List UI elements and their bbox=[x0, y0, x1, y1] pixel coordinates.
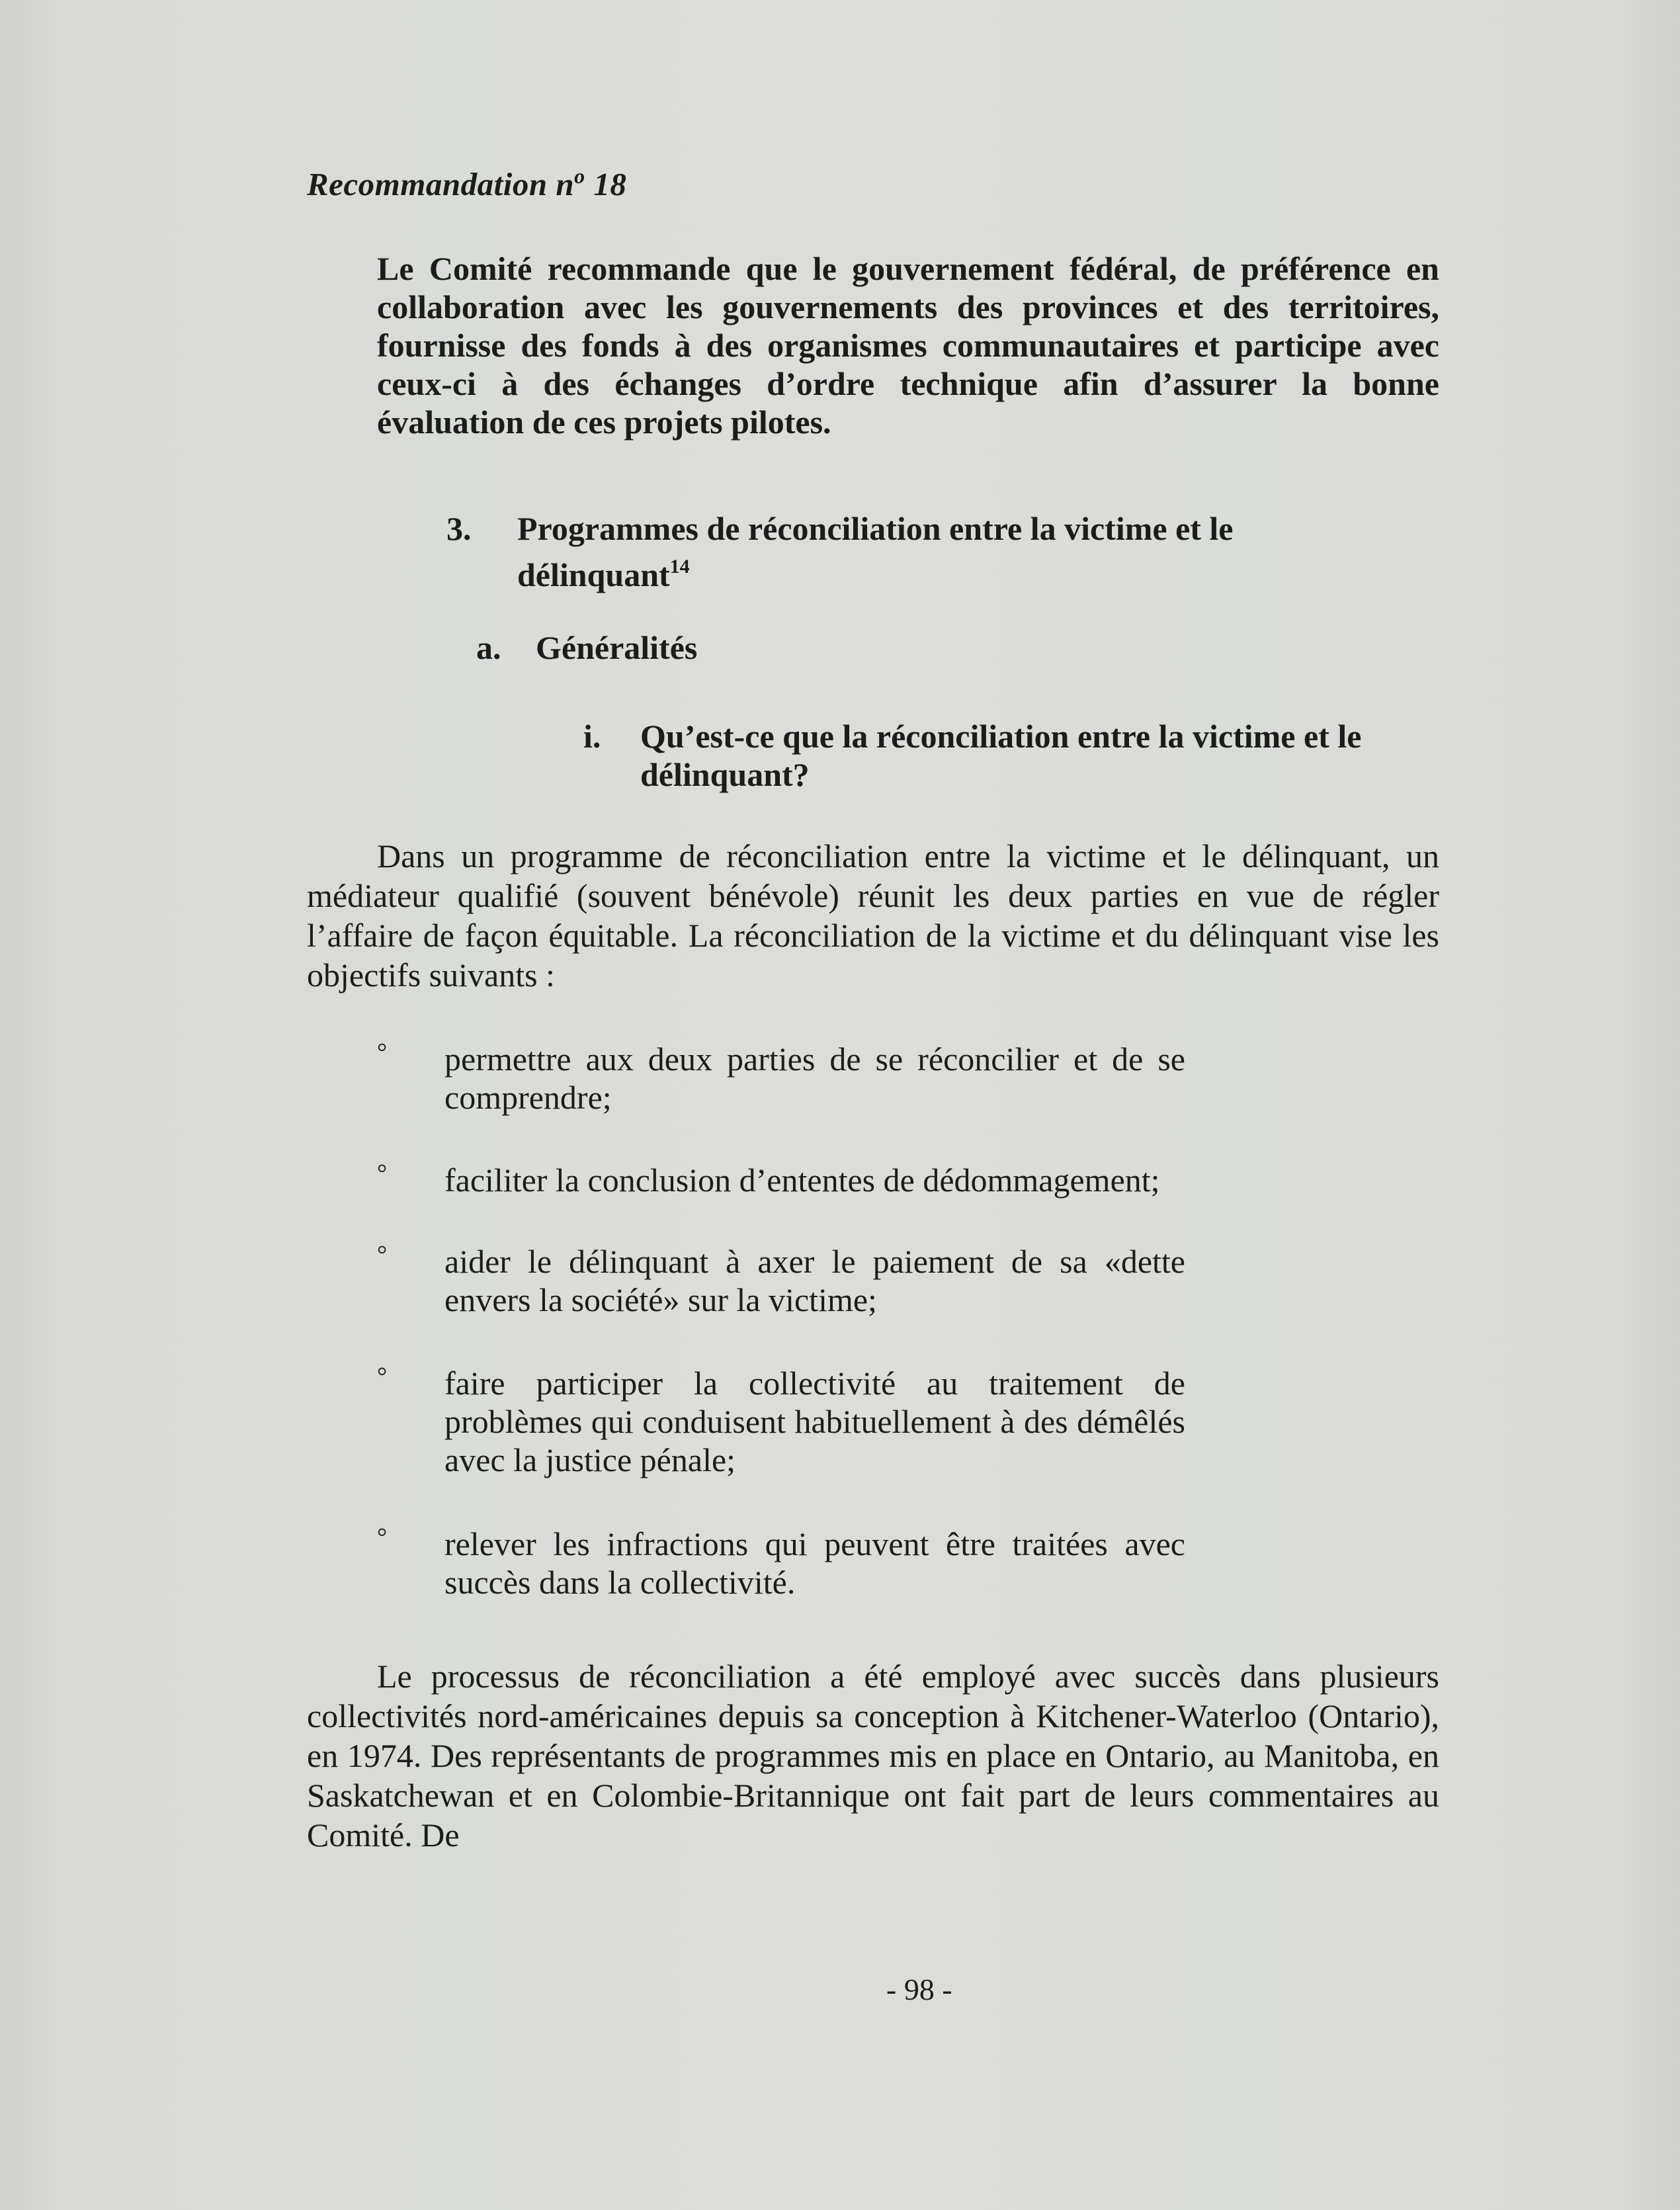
section-i-title: Qu’est-ce que la réconciliation entre la victime et le délinquant? bbox=[640, 718, 1362, 793]
footnote-ref: 14 bbox=[669, 556, 690, 577]
recommendation-title bbox=[307, 164, 626, 203]
list-item-text: permettre aux deux parties de se réconcilier et de se comprendre; bbox=[444, 1041, 1185, 1116]
recommendation-number: 18 bbox=[585, 166, 627, 202]
bullet-mark: ° bbox=[377, 1241, 388, 1269]
section-i-number: i. bbox=[583, 718, 601, 755]
section-a-number: a. bbox=[476, 629, 501, 666]
bullet-mark: ° bbox=[377, 1039, 388, 1066]
list-item-text: faciliter la conclusion d’ententes de dédommagement; bbox=[444, 1162, 1160, 1199]
list-item-text: aider le délinquant à axer le paiement de sa «dette envers la société» sur la victime; bbox=[444, 1243, 1185, 1318]
section-a-title: Généralités bbox=[536, 629, 698, 666]
recommendation-text: Le Comité recommande que le gouvernement fédéral, de préférence en collaboration avec les gouvernements des provinces et des territoires, fournisse des fonds à des organismes communautaires et participe avec ceux-ci à des échanges d’ordre technique afin d’assurer la bonne évaluation de ces projets pilotes. bbox=[377, 250, 1439, 441]
paragraph-intro: Dans un programme de réconciliation entre la victime et le délinquant, un médiateur qualifié (souvent bénévole) réunit les deux parties en vue de régler l’affaire de façon équitable. La réconciliation de la victime et du délinquant vise les objectifs suivants : bbox=[307, 837, 1439, 994]
bullet-mark: ° bbox=[377, 1523, 388, 1551]
list-item-text: faire participer la collectivité au traitement de problèmes qui conduisent habituellement à des démêlés avec la justice pénale; bbox=[444, 1365, 1185, 1478]
section-3-number: 3. bbox=[446, 510, 472, 547]
bullet-mark: ° bbox=[377, 1363, 388, 1390]
list-item-text: relever les infractions qui peuvent être traitées avec succès dans la collectivité. bbox=[444, 1525, 1185, 1601]
recommendation-number-sign: o bbox=[574, 164, 585, 188]
bullet-mark: ° bbox=[377, 1160, 388, 1187]
section-3-title-wrap bbox=[517, 509, 1337, 594]
section-3-title: Programmes de réconciliation entre la victime et le délinquant bbox=[517, 510, 1234, 593]
page-number: - 98 - bbox=[886, 1973, 952, 2006]
recommendation-label: Recommandation n bbox=[307, 166, 575, 202]
paragraph-process: Le processus de réconciliation a été employé avec succès dans plusieurs collectivités nord-américaines depuis sa conception à Kitchener-Waterloo (Ontario), en 1974. Des représentants de programmes mis en place en Ontario, au Manitoba, en Saskatchewan et en Colombie-Britannique ont fait part de leurs commentaires au Comité. De bbox=[307, 1658, 1439, 1853]
